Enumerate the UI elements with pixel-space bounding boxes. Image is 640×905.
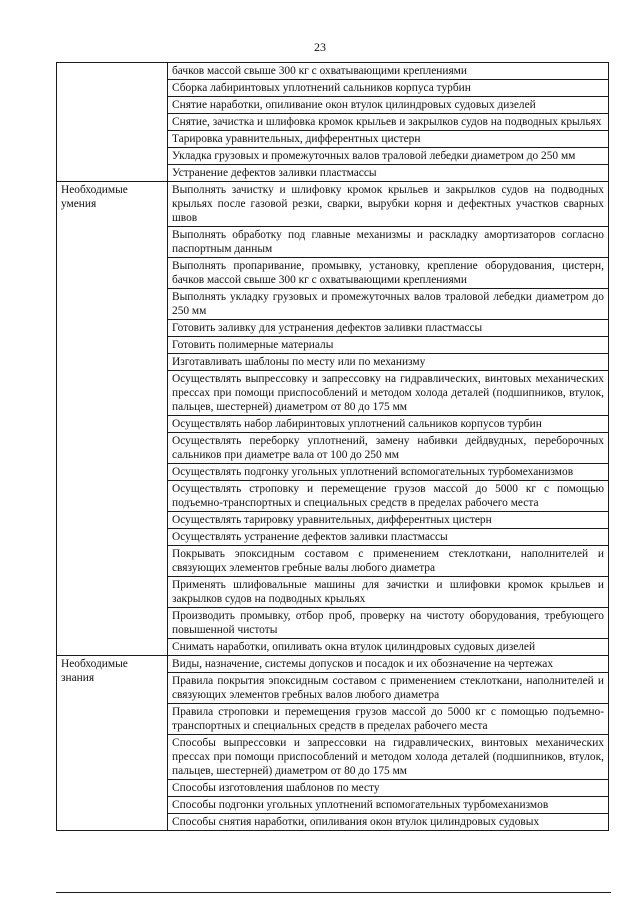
- requirement-item: Осуществлять подгонку угольных уплотнений вспомогательных турбомеханизмов: [168, 464, 609, 481]
- requirement-item: Способы изготовления шаблонов по месту: [168, 780, 609, 797]
- requirement-item: Сборка лабиринтовых уплотнений сальников корпуса турбин: [168, 80, 609, 97]
- requirement-item: Применять шлифовальные машины для зачистки и шлифовки кромок крыльев и закрылков судов на подводных крыльях: [168, 577, 609, 608]
- requirement-item: Осуществлять выпрессовку и запрессовку на гидравлических, винтовых механических прессах при помощи приспособлений и методом холода деталей (подшипников, втулок, пальцев, шестерней) диаметром от 80 до 175 мм: [168, 371, 609, 416]
- requirement-item: Укладка грузовых и промежуточных валов траловой лебедки диаметром до 250 мм: [168, 148, 609, 165]
- requirement-item: бачков массой свыше 300 кг с охватывающими креплениями: [168, 63, 609, 80]
- requirement-item: Осуществлять строповку и перемещение грузов массой до 5000 кг с помощью подъемно-транспортных и специальных средств в пределах рабочего места: [168, 481, 609, 512]
- page-number: 23: [314, 40, 326, 54]
- requirement-item: Снимать наработки, опиливать окна втулок цилиндровых судовых дизелей: [168, 639, 609, 656]
- requirement-item: Снятие, зачистка и шлифовка кромок крыльев и закрылков судов на подводных крыльях: [168, 114, 609, 131]
- requirements-table-body: [57, 63, 609, 831]
- requirement-item: Осуществлять набор лабиринтовых уплотнений сальников корпусов турбин: [168, 416, 609, 433]
- requirement-item: Выполнять зачистку и шлифовку кромок крыльев и закрылков судов на подводных крыльях после газовой резки, сварки, вырубки корня и дефектных участков сварных швов: [168, 182, 609, 227]
- requirement-item: Покрывать эпоксидным составом с применением стеклоткани, наполнителей и связующих элементов гребные валы любого диаметра: [168, 546, 609, 577]
- table-row: [57, 182, 609, 227]
- requirement-item: Изготавливать шаблоны по месту или по механизму: [168, 354, 609, 371]
- section-label: Необходимые умения: [57, 182, 168, 656]
- requirement-item: Устранение дефектов заливки пластмассы: [168, 165, 609, 182]
- table-cut-edge: [56, 892, 611, 893]
- requirement-item: Снятие наработки, опиливание окон втулок цилиндровых судовых дизелей: [168, 97, 609, 114]
- requirement-item: Выполнять обработку под главные механизмы и раскладку амортизаторов согласно паспортным данным: [168, 227, 609, 258]
- requirement-item: Осуществлять переборку уплотнений, замену набивки дейдвудных, переборочных сальников при диаметре вала от 100 до 250 мм: [168, 433, 609, 464]
- section-label: [57, 63, 168, 182]
- requirement-item: Способы выпрессовки и запрессовки на гидравлических, винтовых механических прессах при помощи приспособлений и методом холода деталей (подшипников, втулок, пальцев, шестерней) диаметром от 80 до 175 мм: [168, 735, 609, 780]
- requirement-item: Выполнять пропаривание, промывку, установку, крепление оборудования, цистерн, бачков массой свыше 300 кг с охватывающими креплениями: [168, 258, 609, 289]
- requirement-item: Выполнять укладку грузовых и промежуточных валов траловой лебедки диаметром до 250 мм: [168, 289, 609, 320]
- requirement-item: Правила строповки и перемещения грузов массой до 5000 кг с помощью подъемно-транспортных и специальных средств в пределах рабочего места: [168, 704, 609, 735]
- requirement-item: Осуществлять устранение дефектов заливки пластмассы: [168, 529, 609, 546]
- requirement-item: Готовить заливку для устранения дефектов заливки пластмассы: [168, 320, 609, 337]
- requirement-item: Способы подгонки угольных уплотнений вспомогательных турбомеханизмов: [168, 797, 609, 814]
- requirement-item: Готовить полимерные материалы: [168, 337, 609, 354]
- section-label: Необходимые знания: [57, 656, 168, 831]
- requirement-item: Способы снятия наработки, опиливания окон втулок цилиндровых судовых: [168, 814, 609, 831]
- table-row: [57, 656, 609, 673]
- requirement-item: Виды, назначение, системы допусков и посадок и их обозначение на чертежах: [168, 656, 609, 673]
- requirement-item: Правила покрытия эпоксидным составом с применением стеклоткани, наполнителей и связующих элементов гребных валов любого диаметра: [168, 673, 609, 704]
- requirement-item: Осуществлять тарировку уравнительных, дифферентных цистерн: [168, 512, 609, 529]
- requirement-item: Производить промывку, отбор проб, проверку на чистоту оборудования, требующего повышенной чистоты: [168, 608, 609, 639]
- requirements-table: [56, 62, 609, 831]
- requirement-item: Тарировка уравнительных, дифферентных цистерн: [168, 131, 609, 148]
- table-row: [57, 63, 609, 80]
